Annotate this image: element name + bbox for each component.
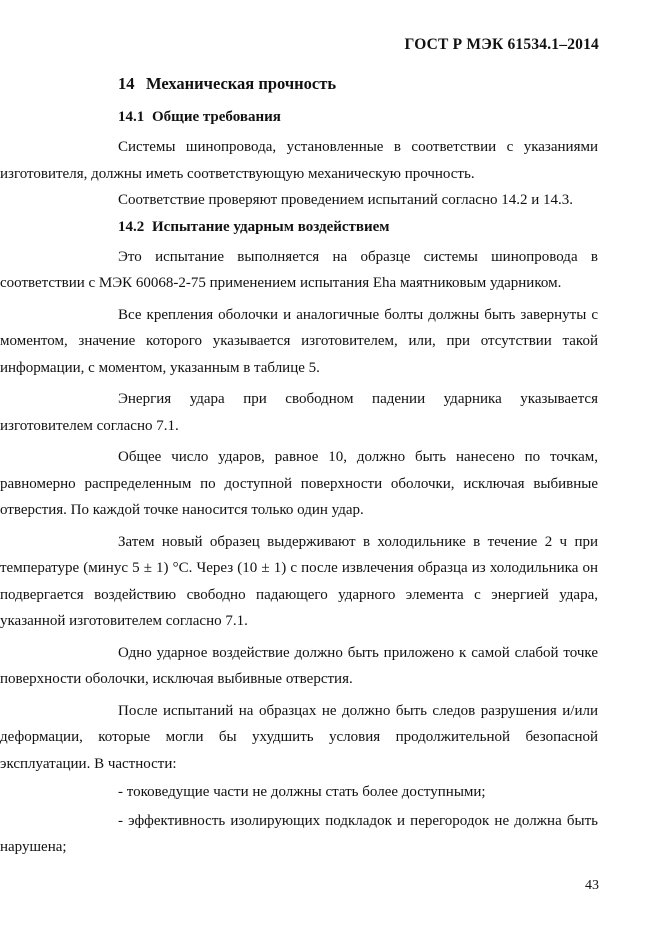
subsection-heading — [118, 214, 598, 240]
subsection-body — [0, 244, 598, 861]
subsection-number: 14.2 — [118, 218, 145, 235]
document-code-header: ГОСТ Р МЭК 61534.1–2014 — [404, 36, 599, 53]
paragraph: Это испытание выполняется на образце системы шинопровода в соответствии с МЭК 60068-2-75 применением испытания Eha маятниковым ударником. — [0, 248, 598, 291]
list-item: - токоведущие части не должны стать более доступными; — [118, 784, 486, 800]
subsection-number: 14.1 — [118, 109, 145, 125]
paragraph: Системы шинопровода, установленные в соответствии с указаниями изготовителя, должны иметь соответствующую механическую прочность. — [0, 139, 598, 182]
subsection-heading — [118, 104, 598, 130]
section-title: Механическая прочность — [146, 74, 337, 93]
section-heading — [118, 72, 598, 96]
subsection-title: Испытание ударным воздействием — [152, 218, 390, 235]
list-item: - эффективность изолирующих подкладок и перегородок не должна быть нарушена; — [0, 812, 598, 855]
subsection-body — [0, 134, 598, 214]
paragraph: Затем новый образец выдерживают в холодильнике в течение 2 ч при температуре (минус 5 ± 1) °С. Через (10 ± 1) с после извлечения образца из холодильника он подвергается воздействию свободно падающего ударного элемента с энергией удара, указанной изготовителем согласно 7.1. — [0, 533, 598, 629]
document-body — [0, 72, 598, 861]
paragraph: Все крепления оболочки и аналогичные болты должны быть завернуты с моментом, значение которого указывается изготовителем, или, при отсутствии такой информации, с моментом, указанным в таблице 5. — [0, 306, 598, 376]
paragraph: После испытаний на образцах не должно быть следов разрушения и/или деформации, которые могли бы ухудшить условия продолжительной безопасной эксплуатации. В частности: — [0, 702, 598, 772]
paragraph: Общее число ударов, равное 10, должно быть нанесено по точкам, равномерно распределенным по доступной поверхности оболочки, исключая выбивные отверстия. По каждой точке наносится только один удар. — [0, 449, 598, 518]
page-number: 43 — [585, 878, 599, 893]
paragraph: Энергия удара при свободном падении ударника указывается изготовителем согласно 7.1. — [0, 391, 598, 434]
paragraph: Одно ударное воздействие должно быть приложено к самой слабой точке поверхности оболочки, исключая выбивные отверстия. — [0, 644, 598, 687]
subsection-title: Общие требования — [152, 109, 281, 125]
section-number: 14 — [118, 74, 135, 93]
paragraph: Соответствие проверяют проведением испытаний согласно 14.2 и 14.3. — [118, 192, 574, 208]
